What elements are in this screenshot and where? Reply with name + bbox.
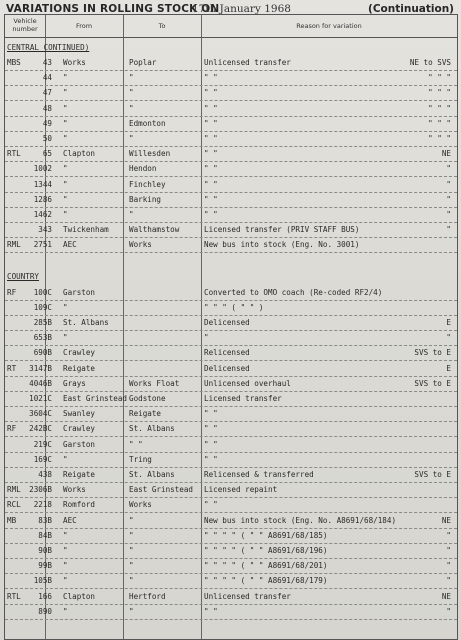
vehicle-number: 166 [38,591,52,601]
table-row [5,192,457,207]
class-code: RT [7,363,17,373]
reason-text: Unlicensed transfer [204,58,291,67]
document-date: 17th January 1968 [192,3,291,15]
status-code: " [446,194,451,204]
table-row [5,70,457,85]
to-garage: Reigate [129,409,162,419]
from-garage: " [63,546,68,555]
from-garage: Works [63,58,86,67]
status-code: " [446,576,451,586]
class-code: RML [7,485,21,495]
from-garage: " [63,530,68,540]
reason-text: " " " " ( " " A8691/68/196) [204,546,328,555]
to-garage: Works Float [129,378,180,388]
vehicle-number: 438 [38,470,52,479]
from-garage: " [63,194,68,204]
reason-text: " " " " ( " " A8691/68/201) [204,561,328,571]
vehicle-number: 343 [38,225,52,235]
to-garage: Hertford [129,591,166,601]
from-garage: " [63,118,68,128]
vehicle-number: 90B [38,546,52,555]
reason-text: New bus into stock (Eng. No. 3001) [204,240,360,250]
row-rule [5,619,457,620]
class-code: RCL [7,500,21,510]
status-code: E [446,318,451,327]
from-garage: Crawley [63,424,96,434]
vehicle-number: 49 [42,118,52,128]
reason-text: " " [204,454,218,464]
table-row [5,421,457,436]
vehicle-number: 690B [33,348,52,358]
table-row [5,528,457,543]
status-code: NE [441,515,451,525]
to-garage: " [129,606,134,616]
reason-text: Licensed transfer (PRIV STAFF BUS) [204,225,360,235]
table-row [5,406,457,421]
from-garage: " [63,164,68,174]
from-garage: Reigate [63,470,96,479]
vehicle-number: 1344 [33,179,52,189]
row-rule [5,252,457,253]
status-code: SVS to E [414,378,451,388]
from-garage: " [63,179,68,189]
reason-column-header: Reason for variation [296,22,362,30]
table-row [5,330,457,345]
from-garage: Clapton [63,149,96,159]
table-row [5,300,457,315]
reason-text: " " [204,424,218,434]
to-garage: Tring [129,454,152,464]
from-garage: Crawley [63,348,96,358]
vehicle-number: 109C [33,302,52,312]
from-garage: Garston [63,439,96,449]
status-code: " [446,606,451,616]
vehicle-number: 99B [38,561,52,571]
from-garage: AEC [63,515,77,525]
table-row [5,497,457,512]
table-row [5,131,457,146]
reason-text: " " [204,439,218,449]
vehicle-number: 285B [33,318,52,327]
from-garage: Grays [63,378,86,388]
vehicle-number: 1021C [29,394,52,403]
vehicle-number: 43 [42,58,52,67]
table-row [5,146,457,161]
from-garage: Romford [63,500,96,510]
reason-text: " " [204,409,218,419]
status-code: " [446,530,451,540]
vehicle-number: 100C [33,287,52,297]
vehicle-number: 2306B [29,485,52,495]
section-heading-row [5,269,457,284]
class-code: RML [7,240,21,250]
reason-text: " " [204,500,218,510]
vehicle-column-header: Vehicle number [12,17,38,33]
table-row [5,543,457,558]
table-row [5,376,457,391]
status-code: " " " [428,103,451,113]
reason-text: " [204,333,209,343]
from-garage: Reigate [63,363,96,373]
from-garage: " [63,454,68,464]
table-row [5,177,457,192]
table-row [5,55,457,70]
reason-text: Licensed transfer [204,394,282,403]
table-row [5,116,457,131]
vehicle-number: 1002 [33,164,52,174]
reason-text: " " [204,73,218,83]
reason-text: " " " " ( " " A8691/68/185) [204,530,328,540]
to-garage: " [129,88,134,98]
from-garage: " [63,302,68,312]
status-code: " " " [428,73,451,83]
vehicle-number: 48 [42,103,52,113]
section-country: COUNTRY [7,271,40,281]
from-garage: St. Albans [63,318,109,327]
from-garage: " [63,210,68,219]
vehicle-number: 50 [42,134,52,143]
reason-text: Relicensed & transferred [204,470,314,479]
reason-text: Unlicensed transfer [204,591,291,601]
class-code: MBS [7,58,21,67]
status-code: " [446,179,451,189]
column-header-row [5,15,457,38]
reason-text: " " [204,149,218,159]
to-garage: St. Albans [129,424,175,434]
to-garage: " [129,210,134,219]
table-row [5,452,457,467]
from-garage: " [63,333,68,343]
rolling-stock-table [4,14,458,640]
reason-text: " " [204,88,218,98]
from-garage: " [63,134,68,143]
from-garage: Works [63,485,86,495]
reason-text: Converted to OMO coach (Re-coded RF2/4) [204,287,383,297]
table-row [5,161,457,176]
table-row [5,345,457,360]
to-garage: Finchley [129,179,166,189]
to-garage: Willesden [129,149,171,159]
table-row [5,558,457,573]
reason-text: " " [204,210,218,219]
status-code: " [446,164,451,174]
table-row [5,482,457,497]
reason-text: " " [204,118,218,128]
from-garage: Twickenham [63,225,109,235]
vehicle-number: 47 [42,88,52,98]
to-garage: Walthamstow [129,225,180,235]
table-row [5,315,457,330]
table-row [5,361,457,376]
status-code: NE [441,149,451,159]
class-code: RTL [7,149,21,159]
vehicle-number: 653B [33,333,52,343]
reason-text: " " [204,194,218,204]
reason-text: Relicensed [204,348,250,358]
to-garage: " [129,576,134,586]
to-garage: Godstone [129,394,166,403]
from-garage: " [63,73,68,83]
from-garage: AEC [63,240,77,250]
reason-text: " " [204,179,218,189]
from-garage: " [63,576,68,586]
to-garage: East Grinstead [129,485,194,495]
class-code: RTL [7,591,21,601]
to-garage: " [129,134,134,143]
reason-text: Delicensed [204,318,250,327]
from-garage: " [63,606,68,616]
status-code: " [446,333,451,343]
to-garage: " [129,546,134,555]
table-row [5,85,457,100]
to-garage: Poplar [129,58,157,67]
status-code: " " " [428,118,451,128]
reason-text: " " " ( " " ) [204,302,264,312]
status-code: " " " [428,88,451,98]
section-central: CENTRAL CONTINUED) [7,43,90,52]
to-garage: Hendon [129,164,157,174]
from-garage: Garston [63,287,96,297]
status-code: " [446,225,451,235]
table-row [5,101,457,116]
vehicle-number: 1462 [33,210,52,219]
to-garage: " [129,515,134,525]
vehicle-number: 83B [38,515,52,525]
vehicle-number: 169C [33,454,52,464]
from-garage: " [63,561,68,571]
to-garage: Works [129,240,152,250]
reason-text: Licensed repaint [204,485,278,495]
table-row [5,237,457,252]
document-title: VARIATIONS IN ROLLING STOCK ON [6,3,220,15]
table-row [5,513,457,528]
status-code: NE [441,591,451,601]
to-garage: " " [129,439,143,449]
table-row [5,391,457,406]
vehicle-number: 2218 [33,500,52,510]
class-code: MB [7,515,17,525]
status-code: " [446,546,451,555]
vehicle-number: 65 [42,149,52,159]
vehicle-number: 890 [38,606,52,616]
table-row [5,604,457,619]
status-code: NE to SVS [409,58,451,67]
table-row [5,437,457,452]
status-code: SVS to E [414,470,451,479]
reason-text: New bus into stock (Eng. No. A8691/68/184) [204,515,397,525]
class-code: RF [7,424,17,434]
from-garage: " [63,88,68,98]
from-garage: " [63,103,68,113]
section-heading-row [5,40,457,55]
vehicle-number: 84B [38,530,52,540]
continuation-label: (Continuation) [368,3,454,15]
vehicle-number: 242BC [29,424,52,434]
from-garage: Swanley [63,409,96,419]
vehicle-number: 2751 [33,240,52,250]
table-row [5,222,457,237]
to-garage: " [129,73,134,83]
status-code: SVS to E [414,348,451,358]
to-column-header: To [158,22,166,30]
from-garage: Clapton [63,591,96,601]
reason-text: " " [204,164,218,174]
class-code: RF [7,287,17,297]
to-garage: " [129,530,134,540]
vehicle-number: 3604C [29,409,52,419]
reason-text: Delicensed [204,363,250,373]
status-code: " [446,210,451,219]
table-row [5,589,457,604]
from-garage: East Grinstead [63,394,128,403]
reason-text: " " [204,606,218,616]
table-row [5,285,457,300]
reason-text: Unlicensed overhaul [204,378,291,388]
vehicle-number: 219C [33,439,52,449]
table-row [5,573,457,588]
status-code: E [446,363,451,373]
to-garage: Barking [129,194,162,204]
reason-text: " " [204,134,218,143]
table-row [5,207,457,222]
to-garage: " [129,561,134,571]
reason-text: " " [204,103,218,113]
vehicle-number: 1286 [33,194,52,204]
vehicle-number: 4046B [29,378,52,388]
to-garage: St. Albans [129,470,175,479]
to-garage: Edmonton [129,118,166,128]
to-garage: Works [129,500,152,510]
vehicle-number: 44 [42,73,52,83]
to-garage: " [129,103,134,113]
reason-text: " " " " ( " " A8691/68/179) [204,576,328,586]
table-row [5,467,457,482]
status-code: " " " [428,134,451,143]
from-column-header: From [75,22,93,30]
status-code: " [446,561,451,571]
vehicle-number: 3147B [29,363,52,373]
vehicle-number: 105B [33,576,52,586]
